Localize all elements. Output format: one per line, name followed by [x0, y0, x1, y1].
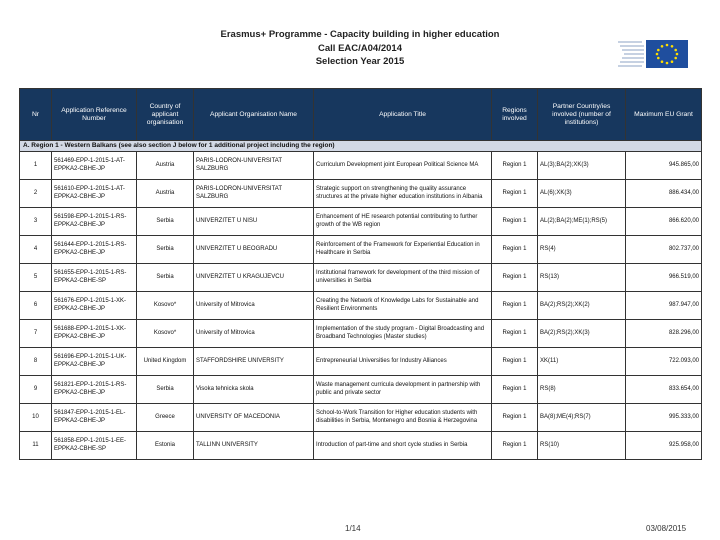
cell-reference: 561696-EPP-1-2015-1-UK-EPPKA2-CBHE-JP [52, 348, 137, 376]
cell-organisation: PARIS-LODRON-UNIVERSITAT SALZBURG [194, 180, 314, 208]
cell-nr: 2 [20, 180, 52, 208]
cell-region: Region 1 [492, 292, 538, 320]
cell-region: Region 1 [492, 404, 538, 432]
cell-nr: 8 [20, 348, 52, 376]
table-row [20, 320, 702, 348]
cell-reference: 561821-EPP-1-2015-1-RS-EPPKA2-CBHE-JP [52, 376, 137, 404]
cell-reference: 561847-EPP-1-2015-1-EL-EPPKA2-CBHE-JP [52, 404, 137, 432]
cell-partners: RS(13) [538, 264, 626, 292]
cell-organisation: UNIVERSITY OF MACEDONIA [194, 404, 314, 432]
cell-title: Enhancement of HE research potential contributing to further growth of the WB region [314, 208, 492, 236]
cell-title: Creating the Network of Knowledge Labs for Sustainable and Resilient Environments [314, 292, 492, 320]
table-header-row [20, 89, 702, 141]
cell-organisation: UNIVERZITET U NISU [194, 208, 314, 236]
col-header-reference: Application Reference Number [52, 89, 137, 141]
cell-reference: 561644-EPP-1-2015-1-RS-EPPKA2-CBHE-JP [52, 236, 137, 264]
cell-country: Serbia [137, 208, 194, 236]
cell-nr: 3 [20, 208, 52, 236]
col-header-regions: Regions involved [492, 89, 538, 141]
cell-nr: 1 [20, 152, 52, 180]
col-header-country: Country of applicant organisation [137, 89, 194, 141]
cell-partners: AL(3);BA(2);XK(3) [538, 152, 626, 180]
cell-title: Entrepreneurial Universities for Industry Alliances [314, 348, 492, 376]
cell-grant: 966.519,00 [626, 264, 702, 292]
cell-organisation: Visoka tehnicka skola [194, 376, 314, 404]
cell-reference: 561598-EPP-1-2015-1-RS-EPPKA2-CBHE-JP [52, 208, 137, 236]
col-header-organisation: Applicant Organisation Name [194, 89, 314, 141]
col-header-grant: Maximum EU Grant [626, 89, 702, 141]
table-row [20, 264, 702, 292]
table-row [20, 292, 702, 320]
cell-partners: BA(8);ME(4);RS(7) [538, 404, 626, 432]
cell-partners: BA(2);RS(2);XK(3) [538, 320, 626, 348]
cell-organisation: University of Mitrovica [194, 320, 314, 348]
cell-title: Strategic support on strengthening the quality assurance structures at the private higher education institutions in Albania [314, 180, 492, 208]
cell-nr: 10 [20, 404, 52, 432]
cell-region: Region 1 [492, 432, 538, 460]
table-row [20, 348, 702, 376]
document-date: 03/08/2015 [646, 524, 687, 533]
cell-country: Kosovo* [137, 320, 194, 348]
cell-region: Region 1 [492, 236, 538, 264]
cell-partners: BA(2);RS(2);XK(2) [538, 292, 626, 320]
cell-reference: 561610-EPP-1-2015-1-AT-EPPKA2-CBHE-JP [52, 180, 137, 208]
cell-country: Kosovo* [137, 292, 194, 320]
region-row [20, 141, 702, 152]
cell-partners: AL(2);BA(2);ME(1);RS(5) [538, 208, 626, 236]
selection-year: Selection Year 2015 [315, 56, 405, 67]
cell-organisation: STAFFORDSHIRE UNIVERSITY [194, 348, 314, 376]
cell-region: Region 1 [492, 320, 538, 348]
cell-organisation: University of Mitrovica [194, 292, 314, 320]
cell-nr: 7 [20, 320, 52, 348]
cell-reference: 561676-EPP-1-2015-1-XK-EPPKA2-CBHE-JP [52, 292, 137, 320]
document-header [0, 28, 720, 69]
cell-title: Waste management curricula development in partnership with public and private sector [314, 376, 492, 404]
call-reference: Call EAC/A04/2014 [318, 42, 402, 54]
cell-title: Introduction of part-time and short cycle studies in Serbia [314, 432, 492, 460]
cell-country: Austria [137, 152, 194, 180]
cell-reference: 561655-EPP-1-2015-1-RS-EPPKA2-CBHE-SP [52, 264, 137, 292]
cell-partners: AL(6);XK(3) [538, 180, 626, 208]
cell-region: Region 1 [492, 348, 538, 376]
cell-grant: 833.654,00 [626, 376, 702, 404]
region-label: A. Region 1 - Western Balkans (see also section J below for 1 additional project including the region) [20, 141, 702, 152]
cell-country: United Kingdom [137, 348, 194, 376]
cell-grant: 995.333,00 [626, 404, 702, 432]
cell-organisation: UNIVERZITET U KRAGUJEVCU [194, 264, 314, 292]
cell-title: School-to-Work Transition for Higher education students with disabilities in Serbia, Montenegro and Bosnia & Herzegovina [314, 404, 492, 432]
col-header-partners: Partner Country/ies involved (number of institutions) [538, 89, 626, 141]
table-row [20, 180, 702, 208]
cell-grant: 802.737,00 [626, 236, 702, 264]
cell-grant: 886.434,00 [626, 180, 702, 208]
cell-country: Serbia [137, 264, 194, 292]
cell-reference: 561858-EPP-1-2015-1-EE-EPPKA2-CBHE-SP [52, 432, 137, 460]
cell-title: Reinforcement of the Framework for Experiential Education in Healthcare in Serbia [314, 236, 492, 264]
cell-nr: 11 [20, 432, 52, 460]
cell-grant: 925.958,00 [626, 432, 702, 460]
cell-grant: 722.093,00 [626, 348, 702, 376]
grant-table [19, 88, 702, 460]
cell-country: Serbia [137, 236, 194, 264]
cell-grant: 866.620,00 [626, 208, 702, 236]
cell-grant: 945.865,00 [626, 152, 702, 180]
cell-nr: 4 [20, 236, 52, 264]
cell-country: Serbia [137, 376, 194, 404]
table-row [20, 432, 702, 460]
table-row [20, 152, 702, 180]
cell-region: Region 1 [492, 152, 538, 180]
cell-partners: RS(10) [538, 432, 626, 460]
eu-flag-icon [614, 38, 696, 70]
cell-nr: 6 [20, 292, 52, 320]
page-number: 1/14 [345, 524, 361, 533]
cell-country: Austria [137, 180, 194, 208]
cell-country: Greece [137, 404, 194, 432]
table-row [20, 236, 702, 264]
cell-title: Institutional framework for development of the third mission of universities in Serbia [314, 264, 492, 292]
cell-region: Region 1 [492, 376, 538, 404]
cell-title: Implementation of the study program - Digital Broadcasting and Broadband Technologies (Master studies) [314, 320, 492, 348]
cell-nr: 5 [20, 264, 52, 292]
programme-title: Erasmus+ Programme - Capacity building in higher education [220, 29, 500, 40]
table-row [20, 376, 702, 404]
cell-grant: 828.296,00 [626, 320, 702, 348]
table-row [20, 404, 702, 432]
cell-country: Estonia [137, 432, 194, 460]
cell-partners: RS(8) [538, 376, 626, 404]
cell-title: Curriculum Development joint European Political Science MA [314, 152, 492, 180]
cell-reference: 561469-EPP-1-2015-1-AT-EPPKA2-CBHE-JP [52, 152, 137, 180]
table-row [20, 208, 702, 236]
cell-region: Region 1 [492, 180, 538, 208]
cell-partners: XK(11) [538, 348, 626, 376]
col-header-nr: Nr [20, 89, 52, 141]
cell-region: Region 1 [492, 208, 538, 236]
cell-grant: 987.947,00 [626, 292, 702, 320]
col-header-title: Application Title [314, 89, 492, 141]
cell-partners: RS(4) [538, 236, 626, 264]
cell-organisation: PARIS-LODRON-UNIVERSITAT SALZBURG [194, 152, 314, 180]
cell-organisation: TALLINN UNIVERSITY [194, 432, 314, 460]
cell-region: Region 1 [492, 264, 538, 292]
cell-reference: 561688-EPP-1-2015-1-XK-EPPKA2-CBHE-JP [52, 320, 137, 348]
cell-nr: 9 [20, 376, 52, 404]
cell-organisation: UNIVERZITET U BEOGRADU [194, 236, 314, 264]
